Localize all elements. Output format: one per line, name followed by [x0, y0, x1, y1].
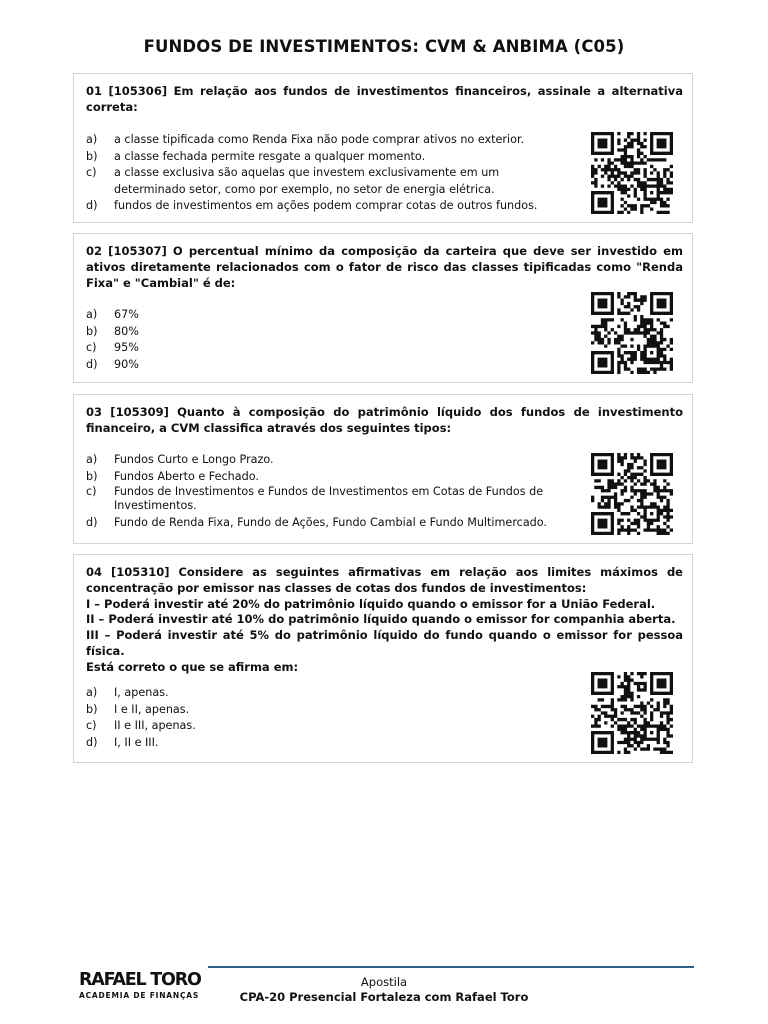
option-text: I e II, apenas. [114, 702, 190, 716]
option-a [86, 307, 571, 324]
footer-caption: Apostila [360, 975, 408, 989]
option-a [86, 685, 571, 702]
option-text: 67% [114, 308, 139, 321]
qr-code-icon[interactable] [591, 132, 673, 214]
option-a [86, 452, 571, 469]
options-list [86, 307, 571, 373]
option-text: a classe fechada permite resgate a qualquer momento. [114, 149, 426, 163]
question-line: 01 [105306] Em relação aos fundos de investimentos financeiros, assinale a alternativa correta: [86, 84, 683, 114]
option-letter: b) [86, 149, 98, 163]
option-letter: a) [86, 133, 98, 146]
question-line: 04 [105310] Considere as seguintes afirmativas em relação aos limites máximos de concentração por emissor nas classes de cotas dos fundos de investimentos: [86, 565, 683, 595]
qr-pattern [591, 453, 673, 535]
option-text: Fundos Aberto e Fechado. [114, 469, 259, 483]
option-c [86, 485, 571, 513]
logo-wordmark: RAFAEL TORO [79, 970, 201, 990]
question-card-1 [73, 73, 693, 223]
brand-logo [79, 970, 203, 1006]
option-text: 80% [114, 324, 139, 338]
footer-course-title: CPA-20 Presencial Fortaleza com Rafael Toro [239, 990, 529, 1004]
question-card-4 [73, 554, 693, 763]
page-title: FUNDOS DE INVESTIMENTOS: CVM & ANBIMA (C05) [143, 37, 625, 56]
option-letter: a) [86, 686, 98, 699]
question-line: Está correto o que se afirma em: [86, 659, 299, 674]
option-d [86, 515, 571, 532]
qr-pattern [591, 672, 673, 754]
option-text: Fundos Curto e Longo Prazo. [114, 453, 274, 466]
question-card-3 [73, 394, 693, 544]
options-list [86, 132, 571, 215]
option-b [86, 702, 571, 719]
footer-rule [208, 966, 694, 968]
option-letter: c) [86, 485, 97, 499]
option-d [86, 735, 571, 752]
option-c [86, 340, 571, 357]
qr-pattern [591, 132, 673, 214]
option-a [86, 132, 571, 149]
option-text: a classe tipificada como Renda Fixa não pode comprar ativos no exterior. [114, 133, 525, 146]
option-text: fundos de investimentos em ações podem comprar cotas de outros fundos. [114, 199, 538, 213]
option-text: 95% [114, 341, 139, 355]
option-letter: d) [86, 735, 98, 749]
qr-pattern [591, 292, 673, 374]
option-letter: b) [86, 702, 98, 716]
option-letter: a) [86, 453, 98, 466]
question-text [86, 565, 683, 676]
question-text [86, 244, 683, 291]
question-line: III – Poderá investir até 5% do patrimônio líquido do fundo quando o emissor for pessoa física. [86, 628, 683, 658]
option-text: Fundo de Renda Fixa, Fundo de Ações, Fundo Cambial e Fundo Multimercado. [114, 516, 547, 530]
option-letter: c) [86, 166, 97, 180]
question-text [86, 84, 683, 116]
option-d [86, 357, 571, 374]
option-text: a classe exclusiva são aquelas que investem exclusivamente em um determinado setor, como por exemplo, no setor de energia elétrica. [114, 166, 500, 196]
option-letter: d) [86, 357, 98, 371]
option-letter: d) [86, 516, 98, 530]
option-letter: d) [86, 199, 98, 213]
option-text: Fundos de Investimentos e Fundos de Investimentos em Cotas de Fundos de Investimentos. [114, 485, 544, 513]
question-line: I – Poderá investir até 20% do patrimônio líquido quando o emissor for a União Federal. [86, 596, 656, 611]
option-text: I, apenas. [114, 686, 169, 699]
option-c [86, 165, 571, 198]
question-line: 03 [105309] Quanto à composição do patrimônio líquido dos fundos de investimento financeiro, a CVM classifica através dos seguintes tipos: [86, 405, 683, 435]
option-letter: c) [86, 341, 97, 355]
options-list [86, 452, 571, 532]
question-line: 02 [105307] O percentual mínimo da composição da carteira que deve ser investido em ativos diretamente relacionados com o fator de risco das classes tipificadas como "Renda Fixa" e "Cambial" é de: [86, 244, 683, 290]
option-b [86, 469, 571, 486]
option-d [86, 198, 571, 215]
option-letter: b) [86, 469, 98, 483]
option-c [86, 718, 571, 735]
option-b [86, 324, 571, 341]
option-b [86, 149, 571, 166]
logo-tagline: ACADEMIA DE FINANÇAS [79, 991, 200, 1000]
question-line: II – Poderá investir até 10% do patrimônio líquido quando o emissor for companhia aberta. [86, 612, 676, 627]
option-letter: a) [86, 308, 98, 321]
question-text [86, 405, 683, 437]
option-text: 90% [114, 357, 139, 371]
option-text: I, II e III. [114, 735, 159, 749]
option-text: II e III, apenas. [114, 719, 196, 733]
question-card-2 [73, 233, 693, 383]
option-letter: c) [86, 719, 97, 733]
qr-code-icon[interactable] [591, 672, 673, 754]
qr-code-icon[interactable] [591, 292, 673, 374]
options-list [86, 685, 571, 751]
option-letter: b) [86, 324, 98, 338]
qr-code-icon[interactable] [591, 453, 673, 535]
